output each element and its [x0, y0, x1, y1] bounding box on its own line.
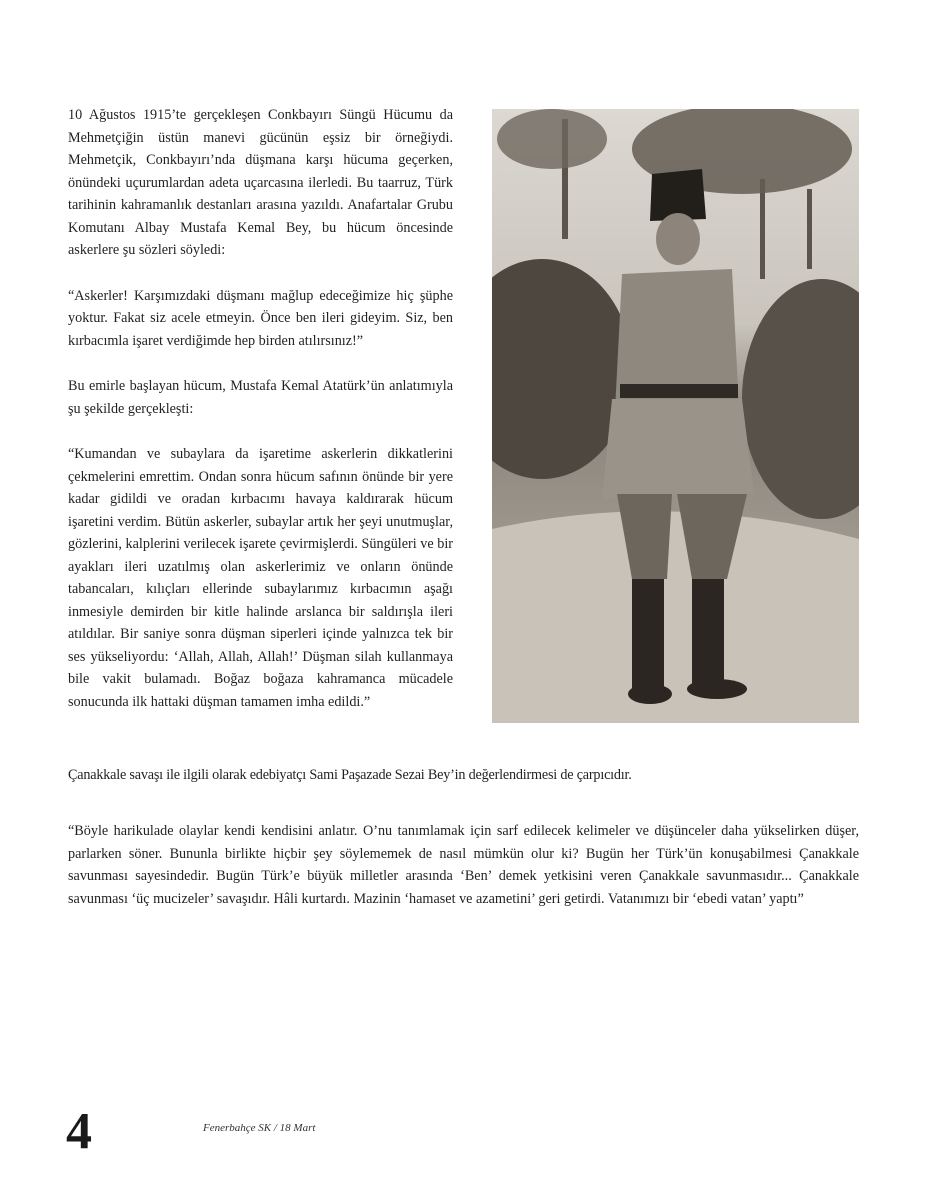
page-number: 4: [66, 1103, 92, 1160]
sezai-intro: [68, 764, 859, 787]
historical-photo: [492, 109, 859, 723]
sezai-intro-text: Çanakkale savaşı ile ilgili olarak edebiyatçı Sami Paşazade Sezai Bey’in değerlendirmesi de çarpıcıdır.: [68, 767, 632, 783]
sezai-quote-text: “Böyle harikulade olaylar kendi kendisini anlatır. O’nu tanımlamak için sarf edilecek kelimeler ve düşünceler daha yükselirken düşer, parlarken söner. Bununla birlikte hiçbir şey söylememek de nasıl mümkün olur ki? Bugün her Türk’ün konuşabilmesi Çanakkale savunması sayesindedir. Bugün Türk’e büyük milletler arasında ‘Ben’ demek yetkisini veren Çanakkale savunmasıdır... Çanakkale savunması ‘üç mucizeler’ savaşıdır. Hâli kurtardı. Mazinin ‘hamaset ve azametini’ geri getirdi. Vatanımızı bir ‘ebedi vatan’ yaptı”: [68, 823, 859, 907]
quote-ataturk-account: “Kumandan ve subaylara da işaretime askerlerin dikkatlerini çekmelerini emrettim. Ondan sonra hücum safının önünde bir yere kadar gidildi ve oradan kırbacımı havaya kaldırarak hücum işaretini verdim. Bütün askerler, subaylar artık her şeyi unutmuşlar, gözlerini, kalplerini verilecek işarete çevirmişlerdi. Süngüleri ve bir ayakları ileri uzatılmış olan askerlerimiz ve onların önünde tabancaları, kılıçları ellerinde subaylarımız kırbacımın aşağı inmesiyle demirden bir kitle halinde arslanca bir saldırışla ileri atıldılar. Bir saniye sonra düşman siperleri içinde yalnızca tek bir ses yükseliyordu: ‘Allah, Allah, Allah!’ Düşman silah kullanmaya bile vakit bulamadı. Boğaz boğaza kahramanca mücadele sonucunda ilk hattaki düşman tamamen imha edildi.”: [68, 446, 453, 710]
article-left-column: [68, 104, 453, 713]
paragraph-transition: Bu emirle başlayan hücum, Mustafa Kemal Atatürk’ün anlatımıyla şu şekilde gerçekleşti:: [68, 378, 453, 417]
photo-illustration: [492, 109, 859, 723]
quote-askerler: “Askerler! Karşımızdaki düşmanı mağlup edeceğimize hiç şüphe yoktur. Fakat siz acele etmeyin. Önce ben ileri gideyim. Siz, ben kırbacımla işaret verdiğimde hep birden atılırsınız!”: [68, 287, 453, 349]
footer-publication-label: Fenerbahçe SK / 18 Mart: [203, 1122, 316, 1134]
sezai-quote: [68, 820, 859, 910]
paragraph-intro: 10 Ağustos 1915’te gerçekleşen Conkbayırı Süngü Hücumu da Mehmetçiğin üstün manevi gücünün eşsiz bir örneğiydi. Mehmetçik, Conkbayırı’nda düşmana karşı hücuma geçerken, önündeki uçurumlardan adeta uçarcasına ilerledi. Bu taarruz, Türk tarihinin kahramanlık destanları arasına yazıldı. Anafartalar Grubu Komutanı Albay Mustafa Kemal Bey, bu hücum öncesinde askerlere şu sözleri söyledi:: [68, 107, 453, 258]
